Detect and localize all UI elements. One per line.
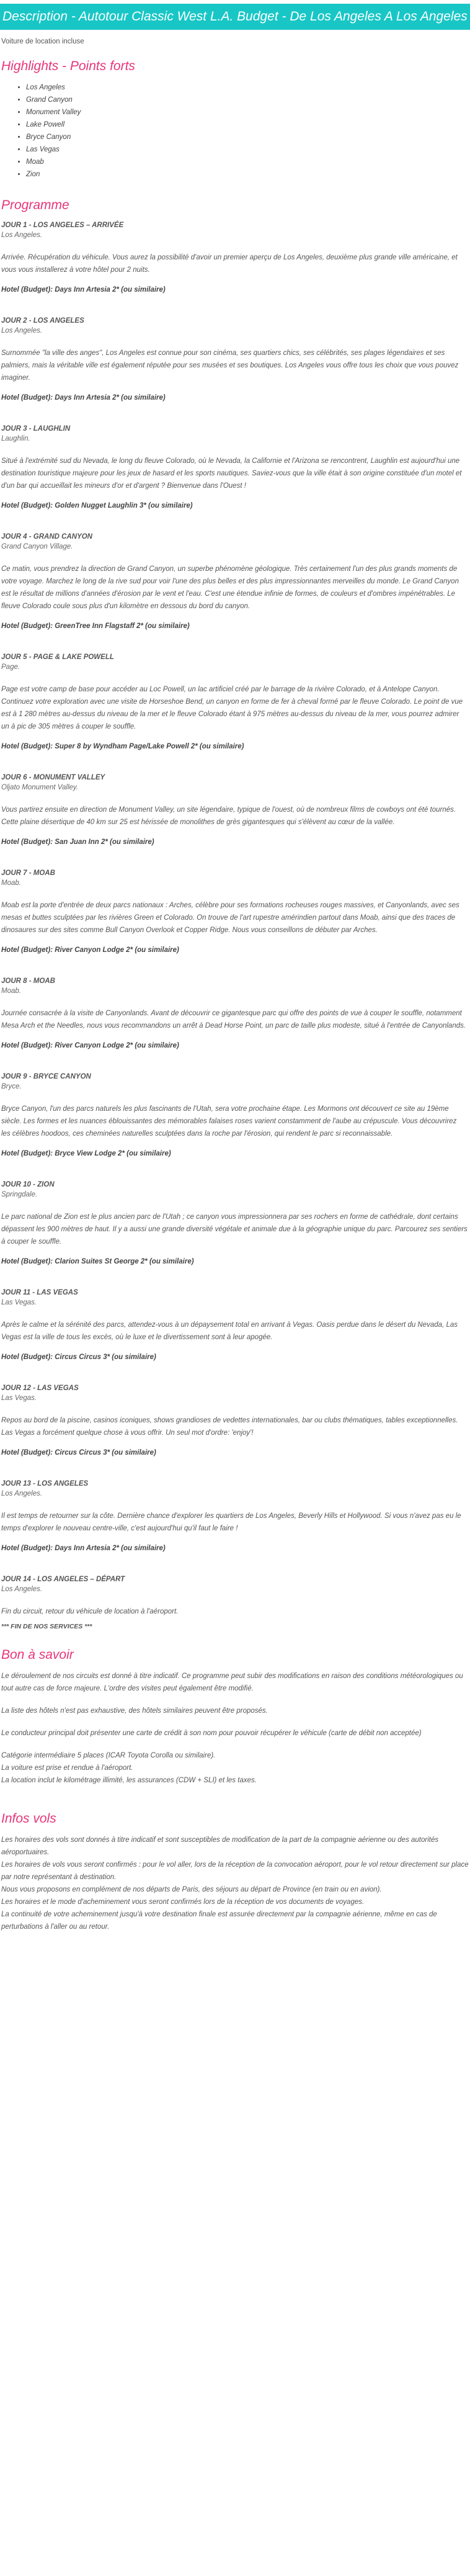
- day-hotel: Hotel (Budget): Days Inn Artesia 2* (ou similaire): [1, 1545, 166, 1552]
- day-title: JOUR 7 - MOAB: [1, 869, 55, 877]
- day-description: Après le calme et la sérénité des parcs, attendez-vous à un dépaysement total en arrivant à Vegas. Oasis perdue dans le désert du Nevada, Las Vegas est la ville de tous les excès, où le luxe et le divertissement sont à leur apogée.: [1, 1321, 458, 1341]
- day-block: [1, 424, 470, 511]
- day-block: [1, 1180, 470, 1267]
- day-title: JOUR 8 - MOAB: [1, 977, 55, 985]
- day-block: [1, 316, 470, 403]
- intro-text: Voiture de location incluse: [1, 38, 84, 45]
- day-block: [1, 652, 470, 752]
- highlight-item: • Grand Canyon: [26, 94, 470, 106]
- day-place: Bryce.: [1, 1083, 22, 1090]
- day-description: Vous partirez ensuite en direction de Monument Valley, un site légendaire, typique de l'ouest, où de nombreux films de cowboys ont été tournés. Cette plaine désertique de 40 km sur 25 est hérissée de monolithes de grès gigantesques qui s'élèvent au cœur de la vallée.: [1, 806, 456, 826]
- day-place: Laughlin.: [1, 435, 30, 442]
- highlight-item: • Zion: [26, 168, 470, 181]
- day-title: JOUR 12 - LAS VEGAS: [1, 1384, 79, 1392]
- day-description: Fin du circuit, retour du véhicule de location à l'aéroport.: [1, 1608, 179, 1615]
- info-paragraph: Le conducteur principal doit présenter une carte de crédit à son nom pour pouvoir récupérer le véhicule (carte de débit non acceptée): [1, 1730, 422, 1737]
- info-paragraph: Catégorie intermédiaire 5 places (ICAR Toyota Corolla ou similaire).: [1, 1752, 216, 1759]
- day-description: Bryce Canyon, l'un des parcs naturels les plus fascinants de l'Utah, sera votre prochaine étape. Les Mormons ont découvert ce site au 19ème siècle. Les formes et les nuances éblouissantes des mémorables falaises roses varient constamment de l'aube au crépuscule. Vous découvrirez les célèbres hoodoos, ces cheminées naturelles sculptées dans la roche par l'érosion, qui rendent le parc si reconnaissable.: [1, 1105, 457, 1138]
- highlight-item: • Las Vegas: [26, 143, 470, 156]
- day-block: [1, 220, 470, 295]
- day-title: JOUR 5 - PAGE & LAKE POWELL: [1, 653, 114, 661]
- day-block: [1, 1479, 470, 1553]
- bon-a-savoir-heading: Bon à savoir: [1, 1648, 74, 1662]
- day-title: JOUR 13 - LOS ANGELES: [1, 1480, 89, 1488]
- day-title: JOUR 2 - LOS ANGELES: [1, 317, 84, 325]
- day-hotel: Hotel (Budget): Circus Circus 3* (ou similaire): [1, 1449, 156, 1456]
- day-title: JOUR 6 - MONUMENT VALLEY: [1, 774, 105, 781]
- day-place: Los Angeles.: [1, 231, 43, 239]
- highlight-item: • Monument Valley: [26, 106, 470, 119]
- day-description: Le parc national de Zion est le plus ancien parc de l'Utah ; ce canyon vous impressionnera par ses rochers en forme de cathédrale, dont certains dépassent les 900 mètres de haut. Il y a aussi une grande diversité végétale et animale due à la géographie unique du parc. Parcourez ses sentiers à couper le souffle.: [1, 1213, 468, 1245]
- info-paragraph: La location inclut le kilométrage illimité, les assurances (CDW + SLI) et les taxes.: [1, 1777, 257, 1784]
- bon-a-savoir-section: [1, 1670, 470, 1787]
- day-description: Ce matin, vous prendrez la direction de Grand Canyon, un superbe phénomène géologique. Très certainement l'un des plus grands moments de votre voyage. Marchez le long de la rive sud pour voir l'une des plus belles et des plus impressionnantes merveilles du monde. Le Grand Canyon est le résultat de millions d'années d'érosion par le vent et l'eau. C'est une étendue infinie de formes, de couleurs et d'ombres impénétrables. Le fleuve Colorado coule sous plus d'un kilomètre en dessous du bord du canyon.: [1, 565, 459, 610]
- day-description: Repos au bord de la piscine, casinos iconiques, shows grandioses de vedettes internationales, bar ou clubs thématiques, tables exceptionnelles. Las Vegas a forcément quelque chose à vous offrir. Un seul mot d'ordre: 'enjoy'!: [1, 1417, 458, 1437]
- day-block: [1, 1072, 470, 1159]
- programme-heading: Programme: [1, 198, 69, 212]
- day-place: Los Angeles.: [1, 327, 43, 334]
- day-description: Journée consacrée à la visite de Canyonlands. Avant de découvrir ce gigantesque parc qui offre des points de vue à couper le souffle, notamment Mesa Arch et the Needles, nous vous recommandons un arrêt à Dead Horse Point, un parc de taille plus modeste, situé à l'entrée de Canyonlands.: [1, 1010, 466, 1030]
- day-block: [1, 1288, 470, 1362]
- day-description: Il est temps de retourner sur la côte. Dernière chance d'explorer les quartiers de Los Angeles, Beverly Hills et Hollywood. Si vous n'avez pas eu le temps d'explorer le nouveau centre-ville, c'est aujourd'hui qu'il faut le faire !: [1, 1512, 461, 1532]
- page-title: Description - Autotour Classic West L.A. Budget - De Los Angeles A Los Angeles: [0, 4, 470, 30]
- highlight-item: • Moab: [26, 156, 470, 168]
- day-hotel: Hotel (Budget): Clarion Suites St George 2* (ou similaire): [1, 1258, 194, 1265]
- day-place: Moab.: [1, 987, 21, 995]
- day-description: Moab est la porte d'entrée de deux parcs nationaux : Arches, célèbre pour ses formations rocheuses rouges massives, et Canyonlands, avec ses mesas et buttes sculptées par les rivières Green et Colorado. On trouve de l'art rupestre amérindien partout dans Moab, ainsi que des traces de dinosaures sur des sites comme Bull Canyon Overlook et Copper Ridge. Nous vous conseillons de débuter par Arches.: [1, 902, 459, 934]
- day-block: [1, 868, 470, 955]
- day-hotel: Hotel (Budget): GreenTree Inn Flagstaff 2* (ou similaire): [1, 622, 190, 630]
- day-place: Springdale.: [1, 1191, 38, 1198]
- day-hotel: Hotel (Budget): Circus Circus 3* (ou similaire): [1, 1353, 156, 1361]
- day-hotel: Hotel (Budget): River Canyon Lodge 2* (ou similaire): [1, 946, 179, 954]
- highlight-item: • Los Angeles: [26, 81, 470, 94]
- day-title: JOUR 1 - LOS ANGELES – ARRIVÉE: [1, 222, 124, 229]
- day-hotel: Hotel (Budget): San Juan Inn 2* (ou similaire): [1, 838, 154, 846]
- day-title: JOUR 10 - ZION: [1, 1181, 55, 1188]
- end-of-services: *** FIN DE NOS SERVICES ***: [1, 1623, 92, 1630]
- info-paragraph: Les horaires et le mode d'acheminement vous seront confirmés lors de la réception de vos documents de voyages.: [1, 1898, 365, 1906]
- highlights-list: [1, 81, 470, 181]
- day-block: [1, 773, 470, 847]
- day-place: Las Vegas.: [1, 1394, 37, 1402]
- info-paragraph: Le déroulement de nos circuits est donné à titre indicatif. Ce programme peut subir des modifications en raison des conditions météorologiques ou tout autre cas de force majeure. L'ordre des visites peut également être modifié.: [1, 1672, 463, 1692]
- day-description: Arrivée. Récupération du véhicule. Vous aurez la possibilité d'avoir un premier aperçu de Los Angeles, deuxième plus grande ville américaine, et vous vous installerez à votre hôtel pour 2 nuits.: [1, 254, 458, 274]
- day-place: Los Angeles.: [1, 1586, 43, 1593]
- infos-vols-section: [1, 1834, 470, 1933]
- day-hotel: Hotel (Budget): Days Inn Artesia 2* (ou similaire): [1, 286, 166, 294]
- day-block: [1, 976, 470, 1051]
- day-title: JOUR 9 - BRYCE CANYON: [1, 1073, 91, 1080]
- day-place: Moab.: [1, 879, 21, 887]
- main-content: [0, 38, 470, 1933]
- day-title: JOUR 3 - LAUGHLIN: [1, 425, 71, 433]
- info-paragraph: Les horaires des vols sont donnés à titre indicatif et sont susceptibles de modification de la part de la compagnie aérienne ou des autorités aéroportuaires.: [1, 1836, 439, 1856]
- day-title: JOUR 14 - LOS ANGELES – DÉPART: [1, 1576, 125, 1583]
- day-block: [1, 532, 470, 631]
- info-paragraph: La continuité de votre acheminement jusqu'à votre destination finale est assurée directement par la compagnie aérienne, même en cas de perturbations à l'aller ou au retour.: [1, 1911, 437, 1931]
- highlight-item: • Lake Powell: [26, 119, 470, 131]
- day-place: Los Angeles.: [1, 1490, 43, 1497]
- day-description: Surnommée "la ville des anges", Los Angeles est connue pour son cinéma, ses quartiers chics, ses célébrités, ses plages légendaires et ses palmiers, mais la véritable ville est également réputée pour ses musées et ses boutiques. Los Angeles vous offre tous les choix que vous pouvez imaginer.: [1, 349, 459, 382]
- day-block: [1, 1383, 470, 1458]
- day-block: [1, 1574, 470, 1630]
- info-paragraph: La liste des hôtels n'est pas exhaustive, des hôtels similaires peuvent être proposés.: [1, 1707, 268, 1715]
- info-paragraph: Nous vous proposons en complément de nos départs de Paris, des séjours au départ de Province (en train ou en avion).: [1, 1886, 382, 1893]
- day-hotel: Hotel (Budget): Days Inn Artesia 2* (ou similaire): [1, 394, 166, 402]
- day-hotel: Hotel (Budget): Golden Nugget Laughlin 3* (ou similaire): [1, 502, 193, 509]
- day-hotel: Hotel (Budget): Super 8 by Wyndham Page/Lake Powell 2* (ou similaire): [1, 743, 244, 750]
- highlight-item: • Bryce Canyon: [26, 131, 470, 143]
- info-paragraph: Les horaires de vols vous seront confirmés : pour le vol aller, lors de la réception de la convocation aéroport, pour le vol retour directement sur place par notre représentant à destination.: [1, 1861, 469, 1881]
- day-hotel: Hotel (Budget): Bryce View Lodge 2* (ou similaire): [1, 1150, 171, 1157]
- info-paragraph: La voiture est prise et rendue à l'aéroport.: [1, 1764, 133, 1772]
- infos-vols-heading: Infos vols: [1, 1811, 56, 1826]
- day-title: JOUR 11 - LAS VEGAS: [1, 1289, 78, 1296]
- day-title: JOUR 4 - GRAND CANYON: [1, 533, 92, 541]
- day-description: Situé à l'extrémité sud du Nevada, le long du fleuve Colorado, où le Nevada, la Californie et l'Arizona se rencontrent, Laughlin est aujourd'hui une destination touristique majeure pour les jeux de hasard et les sports nautiques. Saviez-vous que la ville était à son origine constituée d'un motel et d'un bar qui accueillait les mineurs d'or et d'argent ? Bienvenue dans l'Ouest !: [1, 457, 462, 490]
- day-place: Las Vegas.: [1, 1299, 37, 1306]
- day-place: Grand Canyon Village.: [1, 543, 73, 550]
- highlights-heading: Highlights - Points forts: [1, 59, 135, 73]
- day-place: Page.: [1, 663, 20, 671]
- day-description: Page est votre camp de base pour accéder au Loc Powell, un lac artificiel créé par le barrage de la rivière Colorado, et à Antelope Canyon. Continuez votre exploration avec une visite de Horseshoe Bend, un canyon en forme de fer à cheval formé par le fleuve Colorado. Le point de vue est à 1 280 mètres au-dessus du niveau de la mer et le fleuve Colorado étant à 975 mètres au-dessus du niveau de la mer, vous pourrez admirer un à pic de 305 mètres à couper le souffle.: [1, 686, 463, 730]
- day-hotel: Hotel (Budget): River Canyon Lodge 2* (ou similaire): [1, 1042, 179, 1049]
- day-place: Oljato Monument Valley.: [1, 784, 79, 791]
